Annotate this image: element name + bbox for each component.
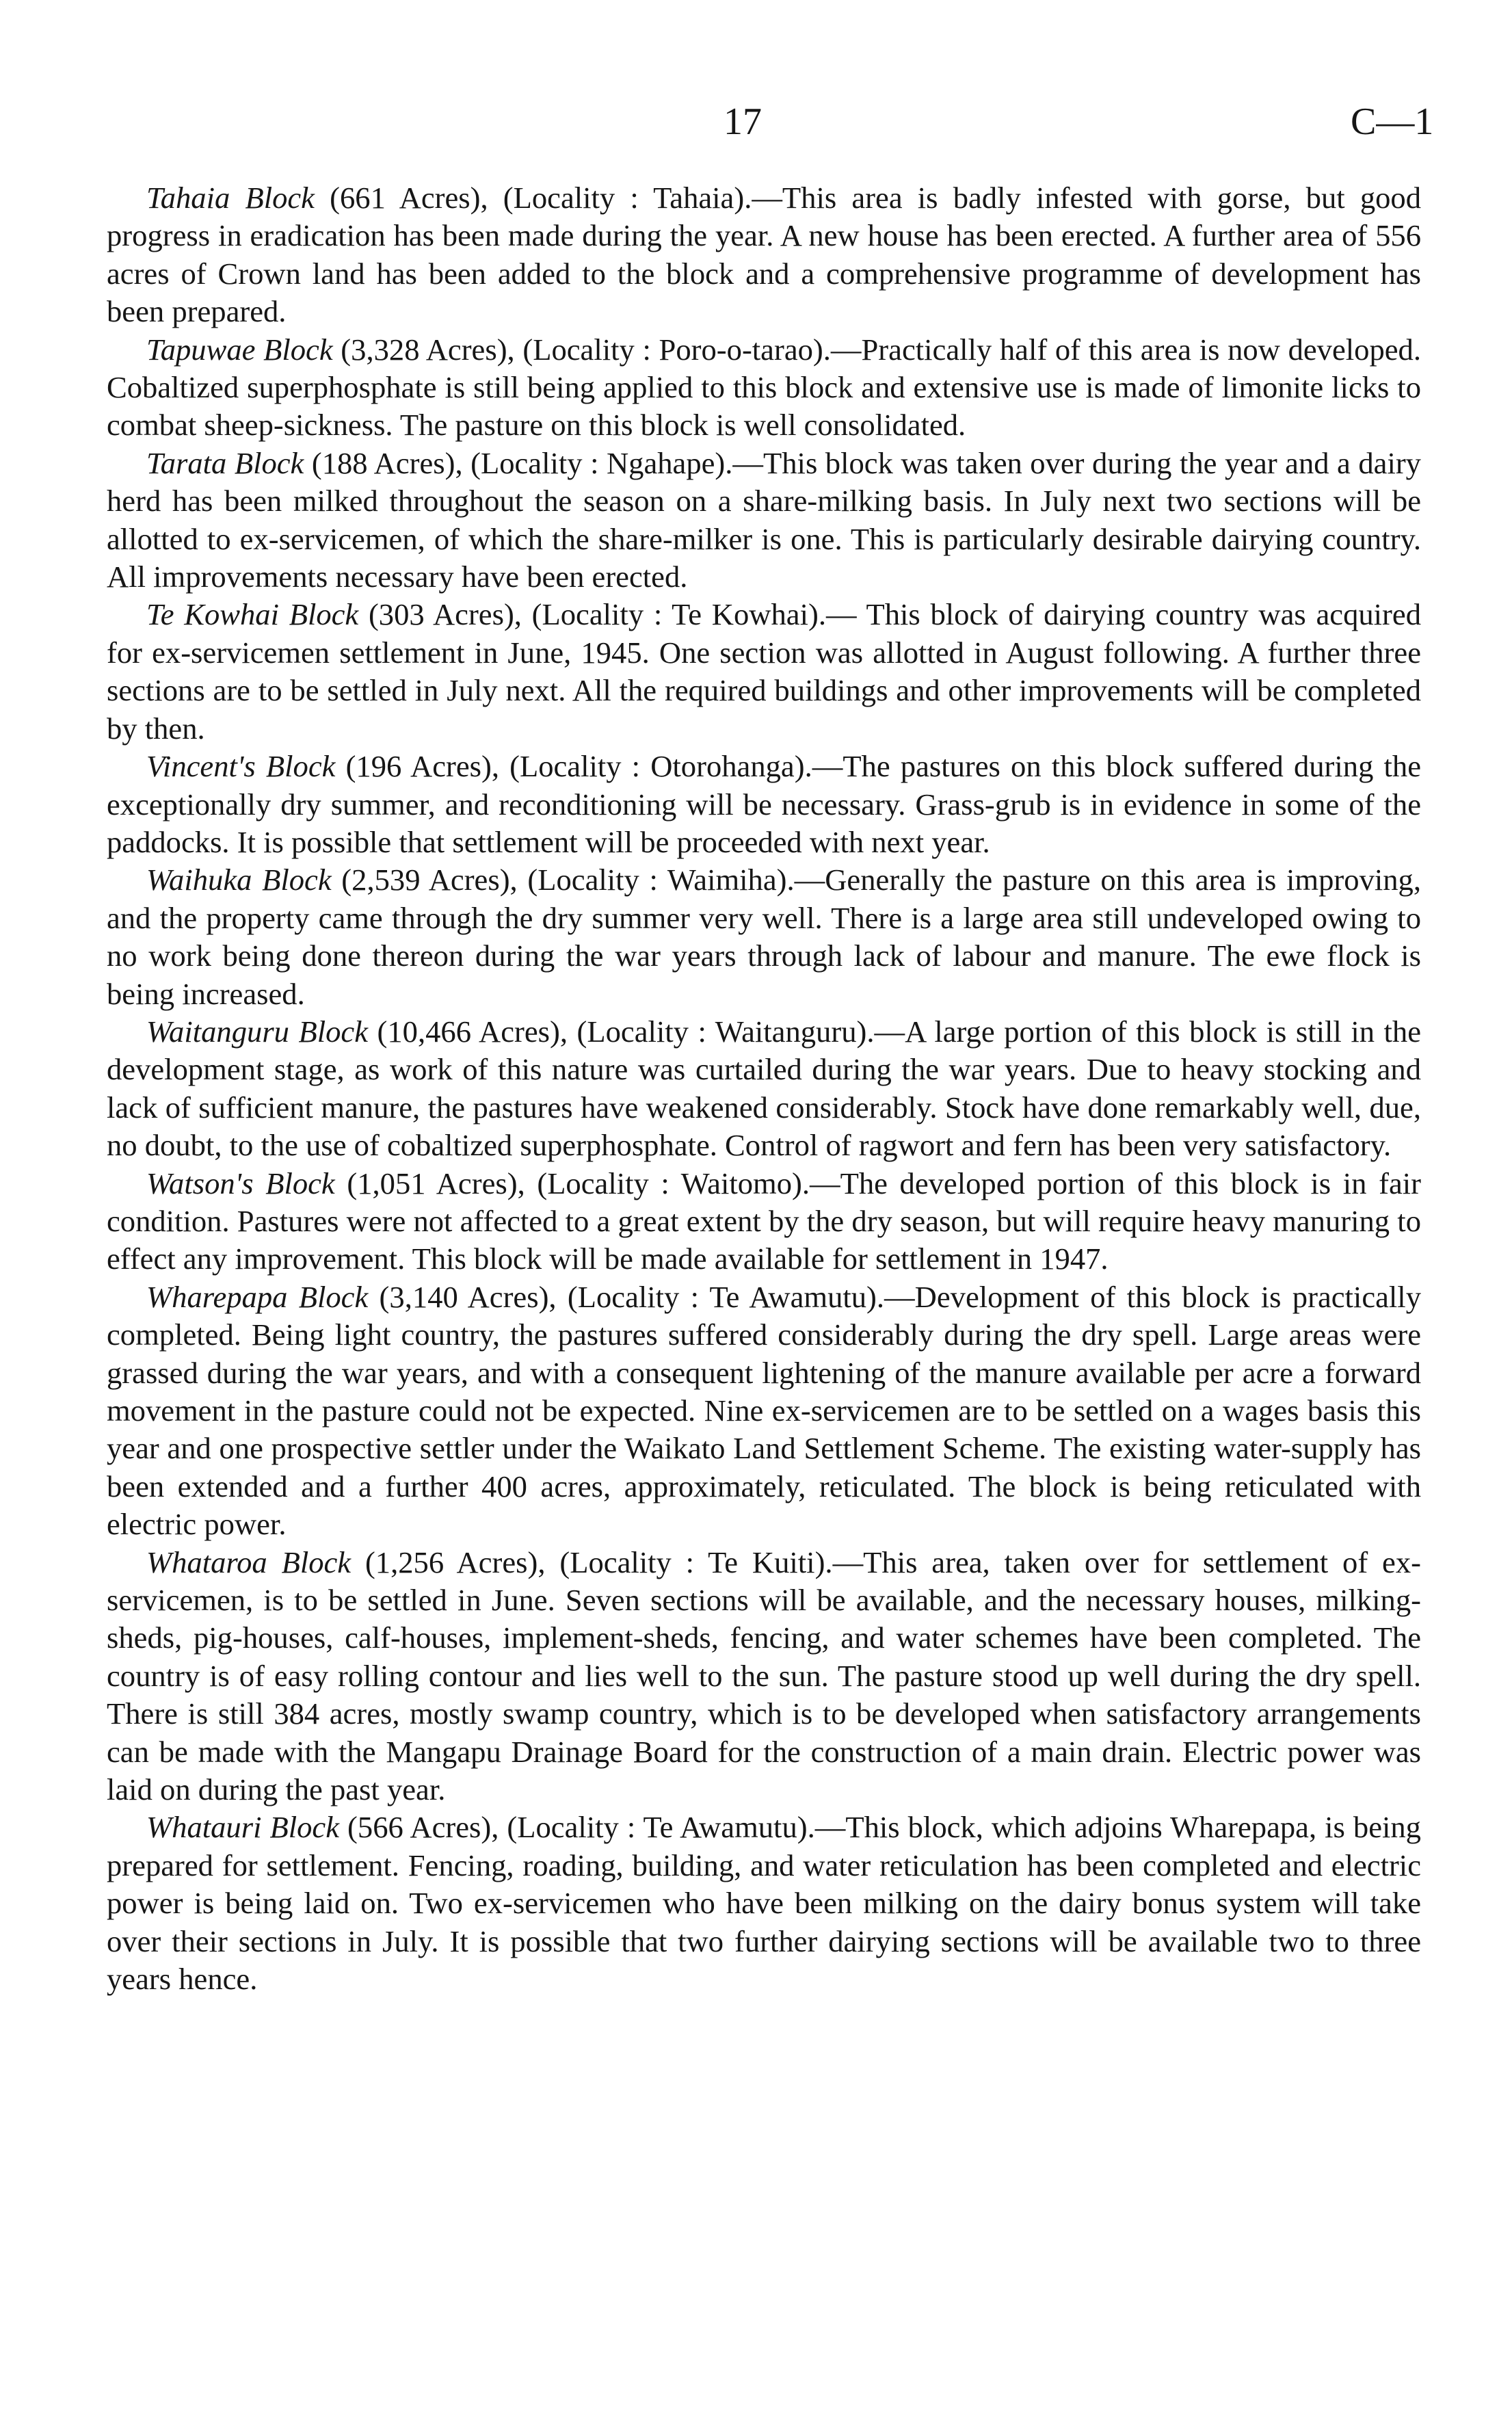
block-name: Te Kowhai Block: [146, 597, 359, 632]
block-details: (661 Acres), (Locality : Tahaia).—This area is badly infested with gorse, but good progress in eradication has been made during the year. A new house has been erected. A further area of 556 acres of Crown land has been added to the block and a comprehensive programme of development has been prepared.: [107, 181, 1422, 329]
block-details: (1,256 Acres), (Locality : Te Kuiti).—This area, taken over for settlement of ex-servicemen, is to be settled in June. Seven sections will be available, and the necessary houses, milking-sheds, pig-houses, calf-houses, implement-sheds, fencing, and water schemes have been completed. The country is of easy rolling contour and lies well to the sun. The pasture stood up well during the dry spell. There is still 384 acres, mostly swamp country, which is to be developed when satisfactory arrangements can be made with the Mangapu Drainage Board for the construction of a main drain. Electric power was laid on during the past year.: [107, 1545, 1421, 1807]
block-details: (10,466 Acres), (Locality : Waitanguru).—A large portion of this block is still in the development stage, as work of this nature was curtailed during the war years. Due to heavy stocking and lack of sufficient manure, the pastures have weakened considerably. Stock have done remarkably well, due, no doubt, to the use of cobaltized superphosphate. Control of ragwort and fern has been very satisfactory.: [107, 1014, 1421, 1163]
block-name: Whataroa Block: [146, 1545, 352, 1579]
block-name: Watson's Block: [146, 1166, 335, 1200]
paragraph-wharepapa-block: [107, 1278, 1421, 1544]
page-number: 17: [724, 101, 762, 143]
block-details: (188 Acres), (Locality : Ngahape).—This block was taken over during the year and a dairy herd has been milked throughout the season on a share-milking basis. In July next two sections will be allotted to ex-servicemen, of which the share-milker is one. This is particularly desirable dairying country. All improvements necessary have been erected.: [107, 445, 1421, 594]
block-details: (196 Acres), (Locality : Otorohanga).—The pastures on this block suffered during the exceptionally dry summer, and reconditioning will be necessary. Grass-grub is in evidence in some of the paddocks. It is possible that settlement will be proceeded with next year.: [107, 749, 1421, 859]
block-name: Whatauri Block: [146, 1810, 340, 1845]
block-details: (2,539 Acres), (Locality : Waimiha).—Generally the pasture on this area is improving, and the property came through the dry summer very well. There is a large area still undeveloped owing to no work being done thereon during the war years through lack of labour and manure. The ewe flock is being increased.: [107, 863, 1421, 1011]
block-name: Vincent's Block: [146, 749, 336, 784]
block-details: (1,051 Acres), (Locality : Waitomo).—The developed portion of this block is in fair condition. Pastures were not affected to a great extent by the dry season, but will require heavy manuring to effect any improvement. This block will be made available for settlement in 1947.: [107, 1166, 1421, 1276]
paragraph-tapuwae-block: [107, 331, 1421, 445]
block-name: Wharepapa Block: [146, 1279, 369, 1314]
document-body: [107, 179, 1421, 1999]
paragraph-tarata-block: [107, 445, 1421, 596]
paragraph-vincents-block: [107, 748, 1421, 861]
block-details: (566 Acres), (Locality : Te Awamutu).—This block, which adjoins Wharepapa, is being prepared for settlement. Fencing, roading, building, and water reticulation has been completed and electric power is being laid on. Two ex-servicemen who have been milking on the dairy bonus system will take over their sections in July. It is possible that two further dairying sections will be available two to three years hence.: [107, 1810, 1421, 1997]
paragraph-whataroa-block: [107, 1544, 1421, 1809]
paragraph-waitanguru-block: [107, 1013, 1421, 1165]
block-name: Tarata Block: [146, 445, 304, 480]
paragraph-whatauri-block: [107, 1809, 1421, 1998]
paragraph-waihuka-block: [107, 861, 1421, 1013]
section-label: C—1: [1351, 101, 1434, 143]
block-details: (303 Acres), (Locality : Te Kowhai).— This block of dairying country was acquired for ex-servicemen settlement in June, 1945. One section was allotted in August following. A further three sections are to be settled in July next. All the required buildings and other improvements will be completed by then.: [107, 597, 1421, 746]
block-details: (3,328 Acres), (Locality : Poro-o-tarao).—Practically half of this area is now developed. Cobaltized superphosphate is still being applied to this block and extensive use is made of limonite licks to combat sheep-sickness. The pasture on this block is well consolidated.: [107, 332, 1421, 443]
paragraph-te-kowhai-block: [107, 596, 1421, 748]
paragraph-tahaia-block: [107, 179, 1421, 331]
block-details: (3,140 Acres), (Locality : Te Awamutu).—Development of this block is practically completed. Being light country, the pastures suffered considerably during the dry spell. Large areas were grassed during the war years, and with a consequent lightening of the manure available per acre a forward movement in the pasture could not be expected. Nine ex-servicemen are to be settled on a wages basis this year and one prospective settler under the Waikato Land Settlement Scheme. The existing water-supply has been extended and a further 400 acres, approximately, reticulated. The block is being reticulated with electric power.: [107, 1279, 1421, 1542]
block-name: Waihuka Block: [146, 863, 332, 897]
block-name: Tahaia Block: [146, 181, 315, 215]
block-name: Waitanguru Block: [146, 1014, 368, 1049]
block-name: Tapuwae Block: [146, 332, 333, 367]
paragraph-watsons-block: [107, 1165, 1421, 1278]
